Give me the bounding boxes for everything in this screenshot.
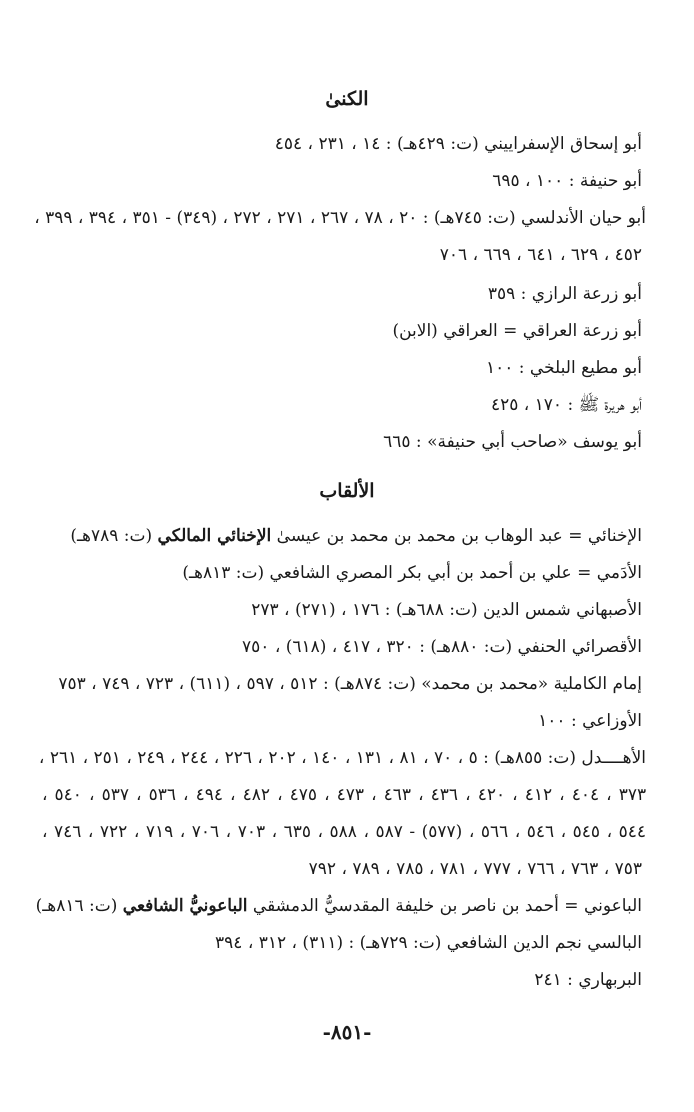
index-entry: الأهــــدل (ت: ٨٥٥هـ) : ٥ ، ٧٠ ، ٨١ ، ١٣١ ، ١٤٠ ، ٢٠٢ ، ٢٢٦ ، ٢٤٤ ، ٢٤٩ ، ٢٥١ ، ٢٦١ ،	[38, 748, 646, 768]
entry-text: الباعوني = أحمد بن ناصر بن خليفة المقدسيُّ الدمشقي	[247, 896, 642, 916]
index-entry-continuation: ٥٤٤ ، ٥٤٥ ، ٥٤٦ ، ٥٦٦ ، (٥٧٧) - ٥٨٧ ، ٥٨٨ ، ٦٣٥ ، ٧٠٣ ، ٧٠٦ ، ٧١٩ ، ٧٢٢ ، ٧٤٦ ،	[42, 822, 646, 842]
index-entry: إمام الكاملية «محمد بن محمد» (ت: ٨٧٤هـ) : ٥١٢ ، ٥٩٧ ، (٦١١) ، ٧٢٣ ، ٧٤٩ ، ٧٥٣	[58, 674, 642, 694]
section-heading-kuna: الكنىٰ	[325, 88, 369, 110]
index-entry: أبو إسحاق الإسفراييني (ت: ٤٢٩هـ) : ١٤ ، ٢٣١ ، ٤٥٤	[274, 134, 642, 154]
entry-date: (ت: ٧٨٩هـ)	[70, 526, 158, 546]
index-entry: أبو يوسف «صاحب أبي حنيفة» : ٦٦٥	[383, 432, 642, 452]
index-entry: الأصبهاني شمس الدين (ت: ٦٨٨هـ) : ١٧٦ ، (٢٧١) ، ٢٧٣	[251, 600, 642, 620]
index-entry: البربهاري : ٢٤١	[534, 970, 642, 990]
index-entry: الأوزاعي : ١٠٠	[538, 711, 642, 731]
entry-date: (ت: ٨١٦هـ)	[35, 896, 123, 916]
index-entry: أبو حيان الأندلسي (ت: ٧٤٥هـ) : ٢٠ ، ٧٨ ، ٢٦٧ ، ٢٧١ ، ٢٧٢ ، (٣٤٩) - ٣٥١ ، ٣٩٤ ، ٣٩٩ ،	[34, 208, 646, 228]
index-entry: أبو هريرة ﷺ : ١٧٠ ، ٤٢٥	[490, 395, 642, 415]
entry-text: الإخنائي = عبد الوهاب بن محمد بن محمد بن عيسىٰ	[271, 526, 642, 546]
index-entry-ikhnai	[42, 523, 642, 549]
page-number: -٨٥١-	[322, 1020, 372, 1044]
index-entry: البالسي نجم الدين الشافعي (ت: ٧٢٩هـ) : (٣١١) ، ٣١٢ ، ٣٩٤	[215, 933, 642, 953]
index-entry: أبو مطيع البلخي : ١٠٠	[485, 358, 642, 378]
index-entry: أبو حنيفة : ١٠٠ ، ٦٩٥	[492, 171, 642, 191]
index-entry: الأدَمي = علي بن أحمد بن أبي بكر المصري الشافعي (ت: ٨١٣هـ)	[182, 563, 642, 583]
index-entry-continuation: ٤٥٢ ، ٦٢٩ ، ٦٤١ ، ٦٦٩ ، ٧٠٦	[439, 245, 642, 265]
index-entry-baouni	[35, 893, 642, 919]
index-entry: أبو زرعة الرازي : ٣٥٩	[487, 284, 642, 304]
index-entry-continuation: ٣٧٣ ، ٤٠٤ ، ٤١٢ ، ٤٢٠ ، ٤٣٦ ، ٤٦٣ ، ٤٧٣ ، ٤٧٥ ، ٤٨٢ ، ٤٩٤ ، ٥٣٦ ، ٥٣٧ ، ٥٤٠ ،	[42, 785, 647, 805]
index-entry: الأقصرائي الحنفي (ت: ٨٨٠هـ) : ٣٢٠ ، ٤١٧ ، (٦١٨) ، ٧٥٠	[242, 637, 642, 657]
entry-bold-name: الباعونيُّ الشافعي	[122, 896, 248, 916]
index-entry: أبو زرعة العراقي = العراقي (الابن)	[392, 321, 642, 341]
entry-bold-name: الإخنائي المالكي	[157, 526, 272, 546]
section-heading-alqab: الألقاب	[319, 480, 375, 502]
index-entry-continuation: ٧٥٣ ، ٧٦٣ ، ٧٦٦ ، ٧٧٧ ، ٧٨١ ، ٧٨٥ ، ٧٨٩ ، ٧٩٢	[308, 859, 642, 879]
